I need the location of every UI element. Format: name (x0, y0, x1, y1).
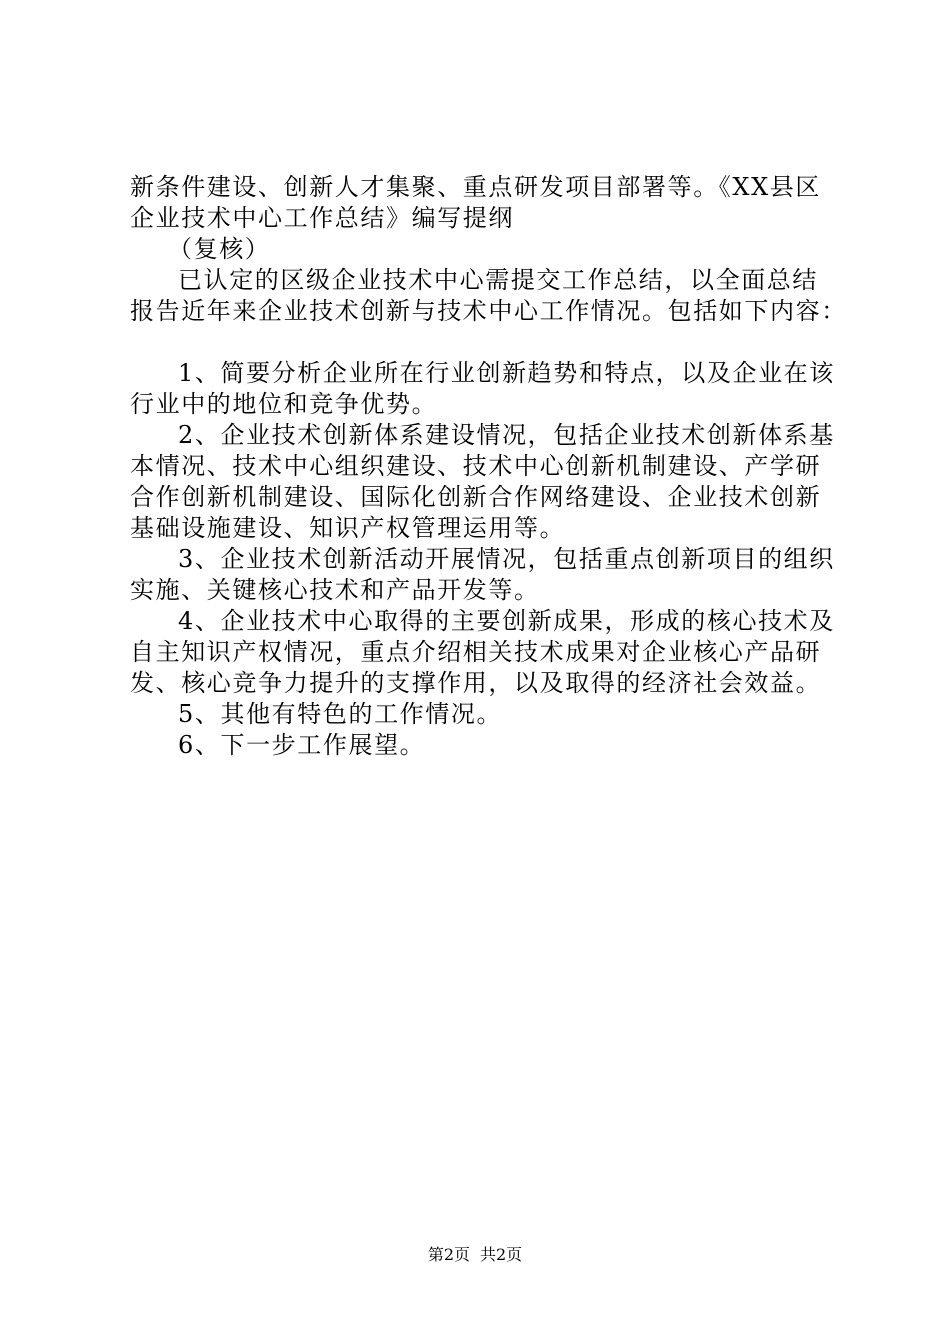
text-line: 新条件建设、创新人才集聚、重点研发项目部署等。《XX县区 (130, 173, 821, 201)
page-footer (0, 1245, 950, 1265)
page-number: 第2页 (427, 1245, 470, 1264)
list-item-line: 3、企业技术创新活动开展情况，包括重点创新项目的组织 (178, 545, 835, 573)
list-item-line: 基础设施建设、知识产权管理运用等。 (130, 514, 566, 542)
list-item-line: 合作创新机制建设、国际化创新合作网络建设、企业技术创新 (130, 483, 822, 511)
list-item-line: 本情况、技术中心组织建设、技术中心创新机制建设、产学研 (130, 452, 822, 480)
list-item-line: 5、其他有特色的工作情况。 (178, 700, 503, 728)
list-item-line: 6、下一步工作展望。 (178, 731, 426, 759)
review-note: （复核） (168, 235, 271, 263)
list-item-line: 1、简要分析企业所在行业创新趋势和特点，以及企业在该 (178, 359, 835, 387)
list-item-line: 实施、关键核心技术和产品开发等。 (130, 576, 540, 604)
list-item-line: 4、企业技术中心取得的主要创新成果，形成的核心技术及 (178, 607, 835, 635)
document-body (130, 172, 847, 761)
intro-paragraph-line: 已认定的区级企业技术中心需提交工作总结，以全面总结 (178, 266, 818, 294)
intro-paragraph-line: 报告近年来企业技术创新与技术中心工作情况。包括如下内容： (130, 297, 847, 325)
page-total: 共2页 (480, 1245, 523, 1264)
blank-line (130, 327, 830, 358)
list-item-line: 行业中的地位和竞争优势。 (130, 390, 438, 418)
list-item-line: 2、企业技术创新体系建设情况，包括企业技术创新体系基 (178, 421, 835, 449)
list-item-line: 发、核心竞争力提升的支撑作用，以及取得的经济社会效益。 (130, 669, 822, 697)
text-line: 企业技术中心工作总结》编写提纲 (130, 204, 514, 232)
list-item-line: 自主知识产权情况，重点介绍相关技术成果对企业核心产品研 (130, 638, 822, 666)
